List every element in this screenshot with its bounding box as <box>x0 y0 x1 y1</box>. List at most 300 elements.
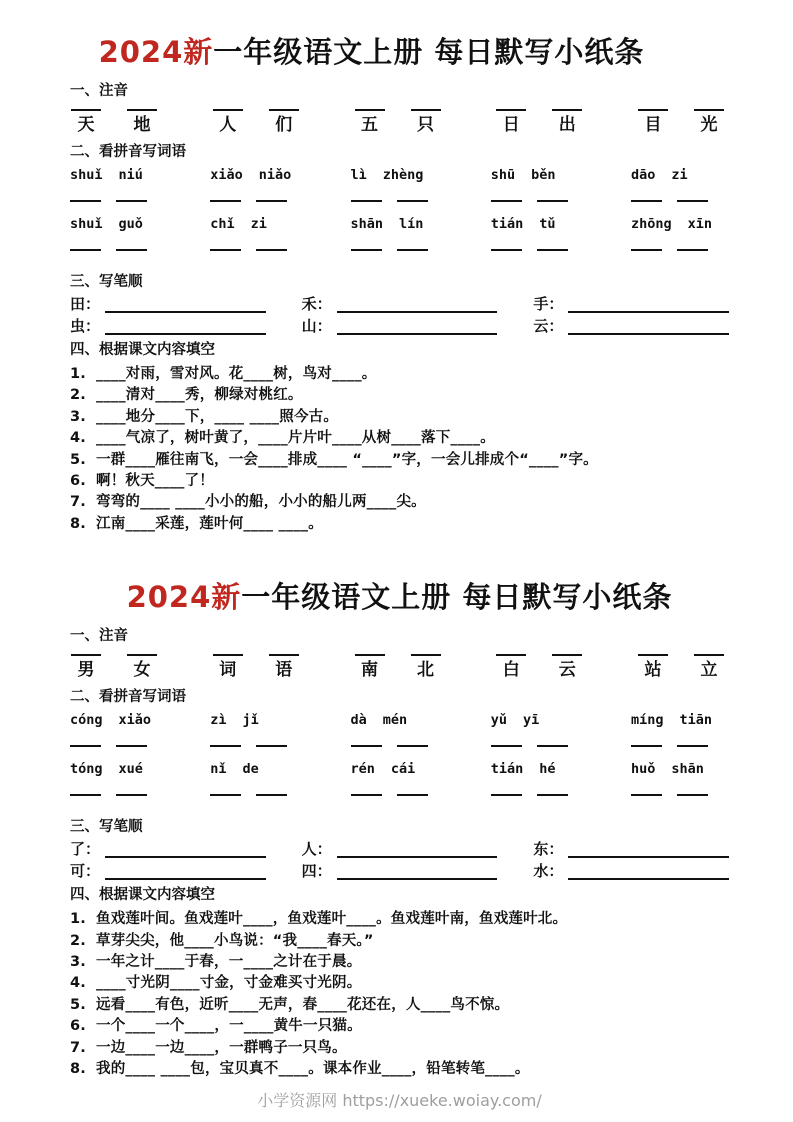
pinyin-writing-line <box>269 109 299 111</box>
zhuyin-pair <box>354 109 442 135</box>
stroke-order-item <box>302 839 498 858</box>
pinyin-syllable: běn <box>531 167 556 183</box>
pinyin-word <box>70 167 166 185</box>
answer-blank-line <box>491 200 522 202</box>
section-header-fill-blanks: 四、根据课文内容填空 <box>70 342 215 358</box>
stroke-order-item <box>302 316 498 335</box>
stroke-writing-line <box>337 298 498 313</box>
pinyin-syllable: huǒ <box>631 761 656 778</box>
hanzi-char: 白 <box>502 660 520 681</box>
answer-blank-line <box>537 794 568 796</box>
pinyin-syllable: hé <box>539 761 556 778</box>
page-title <box>70 579 729 615</box>
pinyin-syllable: lì <box>350 167 367 183</box>
question-text: 一边____一边____，一群鸭子一只鸟。 <box>96 1039 347 1056</box>
question-number: 3. <box>70 408 86 425</box>
answer-blanks <box>210 745 306 748</box>
answer-blanks <box>491 249 587 252</box>
pinyin-writing-line <box>269 654 299 656</box>
pinyin-word <box>491 167 587 185</box>
stroke-order-item <box>302 861 498 880</box>
stroke-order-row <box>70 294 729 313</box>
pinyin-syllable: tǔ <box>539 216 556 232</box>
pinyin-syllable: zhōng <box>631 216 672 232</box>
pinyin-word <box>70 712 166 730</box>
answer-blank-line <box>116 745 147 747</box>
hanzi-char: 云 <box>558 660 576 681</box>
pinyin-syllable: zì <box>210 712 227 729</box>
stroke-order-item <box>533 294 729 313</box>
question-number: 1. <box>70 366 86 382</box>
fill-blank-question <box>70 1016 729 1037</box>
answer-blanks <box>70 745 166 748</box>
zhuyin-cell <box>693 654 725 680</box>
pinyin-word <box>631 712 727 730</box>
answer-blank-line <box>351 249 382 251</box>
pinyin-writing-line <box>552 654 582 656</box>
zhuyin-cell <box>212 109 244 135</box>
stroke-order-item <box>533 839 729 858</box>
hanzi-char: 人 <box>219 115 237 135</box>
question-text: ____清对____秀，柳绿对桃红。 <box>96 387 303 404</box>
answer-blank-line <box>70 794 101 796</box>
hanzi-char: 只 <box>417 115 434 135</box>
fill-blank-question <box>70 428 729 449</box>
question-text: 一群____雁往南飞，一会____排成____ “____”字，一会儿排成个“____”字。 <box>96 451 598 468</box>
section-header-stroke-order: 三、写笔顺 <box>70 819 143 836</box>
answer-blank-line <box>70 249 101 251</box>
answer-blank-line <box>256 794 287 796</box>
pinyin-word-grid <box>70 167 727 265</box>
pinyin-writing-line <box>71 654 101 656</box>
hanzi-char: 天 <box>77 115 95 135</box>
pinyin-word <box>351 167 447 185</box>
stroke-char-label: 四： <box>301 862 332 881</box>
zhuyin-pair <box>637 109 725 135</box>
answer-blank-line <box>70 745 101 747</box>
answer-blank-line <box>677 249 708 251</box>
pinyin-writing-line <box>213 654 243 656</box>
zhuyin-cell <box>551 654 583 680</box>
zhuyin-pair <box>354 654 442 680</box>
answer-blanks <box>70 249 166 252</box>
answer-blank-line <box>537 745 568 747</box>
answer-blank-line <box>491 794 522 796</box>
pinyin-syllable: de <box>242 761 259 778</box>
pinyin-word <box>210 712 306 730</box>
question-number: 6. <box>70 1018 86 1035</box>
fill-blank-question <box>70 931 729 952</box>
answer-blank-line <box>631 745 662 747</box>
question-number: 7. <box>70 494 86 511</box>
stroke-writing-line <box>105 865 266 880</box>
answer-blank-line <box>677 200 708 202</box>
page-title <box>42 34 701 70</box>
pinyin-word-column <box>210 167 306 265</box>
stroke-writing-line <box>337 865 498 880</box>
stroke-order-row <box>70 316 729 335</box>
stroke-char-label: 云： <box>533 317 564 335</box>
pinyin-syllable: nǐ <box>210 761 227 778</box>
pinyin-writing-line <box>638 109 668 111</box>
answer-blanks <box>351 745 447 748</box>
stroke-order-row <box>70 861 729 880</box>
answer-blank-line <box>256 200 287 202</box>
question-number: 2. <box>70 387 86 404</box>
stroke-writing-line <box>105 843 266 858</box>
pinyin-writing-line <box>552 109 582 111</box>
stroke-char-label: 虫： <box>70 317 101 335</box>
zhuyin-cell <box>410 109 442 135</box>
pinyin-syllable: cái <box>390 761 416 778</box>
zhuyin-cell <box>70 654 102 680</box>
fill-blank-question <box>70 492 729 513</box>
zhuyin-cell <box>693 109 725 135</box>
pinyin-word <box>210 167 306 185</box>
question-text: ____对雨，雪对风。花____树，鸟对____。 <box>96 366 377 382</box>
zhuyin-cell <box>126 109 158 135</box>
section-header-pinyin-words: 二、看拼音写词语 <box>70 144 186 160</box>
pinyin-writing-line <box>411 109 441 111</box>
pinyin-syllable: zhèng <box>382 167 424 183</box>
pinyin-word <box>351 761 447 779</box>
pinyin-word-column <box>70 167 166 265</box>
pinyin-syllable: yǔ <box>490 712 508 729</box>
stroke-writing-line <box>105 298 266 313</box>
question-list <box>70 909 729 1080</box>
pinyin-syllable: zi <box>250 216 267 232</box>
answer-blank-line <box>491 249 522 251</box>
question-text: 弯弯的____ ____小小的船，小小的船儿两____尖。 <box>96 494 426 511</box>
pinyin-syllable: guǒ <box>118 216 143 232</box>
question-text: ____地分____下，____ ____照今古。 <box>96 408 339 425</box>
stroke-char-label: 禾： <box>301 295 332 313</box>
question-number: 8. <box>70 1061 86 1078</box>
pinyin-word <box>70 761 166 779</box>
pinyin-syllable: dāo <box>631 167 656 183</box>
pinyin-syllable: xiǎo <box>118 712 152 729</box>
pinyin-syllable: shuǐ <box>70 216 103 232</box>
pinyin-writing-line <box>411 654 441 656</box>
question-text: 远看____有色，近听____无声，春____花还在，人____鸟不惊。 <box>96 996 510 1013</box>
pinyin-syllable: jǐ <box>242 712 259 729</box>
answer-blank-line <box>491 745 522 747</box>
fill-blank-question <box>70 995 729 1016</box>
stroke-writing-line <box>337 320 498 335</box>
hanzi-char: 词 <box>219 660 237 681</box>
answer-blanks <box>70 200 166 203</box>
stroke-order-row <box>70 839 729 858</box>
pinyin-syllable: tián <box>490 761 524 778</box>
question-text: 一个____一个____，一____黄牛一只猫。 <box>96 1018 362 1035</box>
answer-blank-line <box>210 200 241 202</box>
question-number: 1. <box>70 911 86 928</box>
pinyin-syllable: shān <box>350 216 384 232</box>
answer-blanks <box>491 745 587 748</box>
stroke-char-label: 山： <box>301 317 332 335</box>
answer-blank-line <box>677 794 708 796</box>
question-text: 草芽尖尖，他____小鸟说：“我____春天。” <box>96 932 374 949</box>
fill-blank-question <box>70 514 729 535</box>
pinyin-syllable: xué <box>118 761 143 778</box>
answer-blanks <box>351 794 447 797</box>
pinyin-writing-line <box>127 109 157 111</box>
pinyin-syllable: xiǎo <box>210 167 243 183</box>
question-number: 7. <box>70 1039 86 1056</box>
answer-blank-line <box>210 249 241 251</box>
hanzi-char: 语 <box>275 660 293 681</box>
pinyin-writing-line <box>694 109 724 111</box>
pinyin-word-column <box>351 712 447 810</box>
pinyin-syllable: niú <box>118 167 143 183</box>
pinyin-word <box>491 712 587 730</box>
question-text: 江南____采莲，莲叶何____ ____。 <box>96 515 323 532</box>
pinyin-syllable: shān <box>671 761 704 778</box>
pinyin-word-column <box>631 712 727 810</box>
zhuyin-cell <box>495 654 527 680</box>
hanzi-char: 目 <box>644 115 662 135</box>
hanzi-char: 南 <box>361 660 378 681</box>
zhuyin-cell <box>551 109 583 135</box>
stroke-order-item <box>302 294 498 313</box>
stroke-writing-line <box>568 843 729 858</box>
zhuyin-pair <box>70 109 158 135</box>
section-header-pinyin-words: 二、看拼音写词语 <box>70 689 186 706</box>
answer-blanks <box>631 745 727 748</box>
zhuyin-pair <box>495 654 583 680</box>
pinyin-writing-line <box>355 654 385 656</box>
zhuyin-cell <box>212 654 244 680</box>
pinyin-syllable: dà <box>350 712 367 729</box>
hanzi-char: 地 <box>133 115 151 135</box>
section-header-zhuyin: 一、注音 <box>70 628 128 645</box>
hanzi-char: 北 <box>417 660 434 681</box>
fill-blank-question <box>70 407 729 428</box>
stroke-order-item <box>70 316 266 335</box>
answer-blank-line <box>397 249 428 251</box>
hanzi-char: 们 <box>275 115 293 135</box>
fill-blank-question <box>70 1038 729 1059</box>
pinyin-syllable: tiān <box>679 712 713 729</box>
pinyin-word-column <box>491 712 587 810</box>
pinyin-syllable: tóng <box>70 761 103 778</box>
worksheet-section-2 <box>70 579 729 1080</box>
answer-blanks <box>491 200 587 203</box>
pinyin-syllable: lín <box>399 216 424 232</box>
site-watermark: 小学资源网 https://xueke.woiay.com/ <box>257 1090 542 1110</box>
answer-blank-line <box>631 794 662 796</box>
stroke-order-item <box>70 294 266 313</box>
fill-blank-question <box>70 364 729 385</box>
pinyin-writing-line <box>213 109 243 111</box>
answer-blank-line <box>116 249 147 251</box>
zhuyin-cell <box>354 654 386 680</box>
pinyin-writing-line <box>694 654 724 656</box>
pinyin-writing-line <box>638 654 668 656</box>
hanzi-char: 男 <box>77 660 95 681</box>
fill-blank-question <box>70 385 729 406</box>
pinyin-syllable: chǐ <box>210 216 235 232</box>
pinyin-syllable: xīn <box>687 216 713 232</box>
answer-blank-line <box>116 200 147 202</box>
answer-blanks <box>631 249 727 252</box>
answer-blank-line <box>210 745 241 747</box>
answer-blanks <box>491 794 587 797</box>
pinyin-word <box>351 216 447 234</box>
answer-blank-line <box>351 200 382 202</box>
answer-blanks <box>631 200 727 203</box>
stroke-char-label: 了： <box>70 840 101 859</box>
pinyin-writing-line <box>355 109 385 111</box>
pinyin-word-column <box>210 712 306 810</box>
answer-blank-line <box>116 794 147 796</box>
stroke-char-label: 水： <box>533 862 564 881</box>
answer-blank-line <box>631 249 662 251</box>
pinyin-word <box>491 761 587 779</box>
pinyin-word-column <box>491 167 587 265</box>
zhuyin-cell <box>410 654 442 680</box>
answer-blank-line <box>397 745 428 747</box>
fill-blank-question <box>70 471 729 492</box>
hanzi-char: 立 <box>700 660 718 681</box>
question-text: ____寸光阴____寸金，寸金难买寸光阴。 <box>96 975 362 992</box>
stroke-order-item <box>533 861 729 880</box>
question-number: 6. <box>70 473 86 490</box>
title-year-red: 2024新 <box>98 35 214 69</box>
pinyin-word <box>631 216 727 234</box>
zhuyin-pair <box>70 654 158 680</box>
answer-blank-line <box>256 249 287 251</box>
pinyin-word <box>351 712 447 730</box>
pinyin-syllable: shuǐ <box>70 167 103 183</box>
stroke-order-item <box>533 316 729 335</box>
stroke-char-label: 东： <box>533 840 564 859</box>
pinyin-syllable: shū <box>490 167 516 183</box>
answer-blanks <box>210 794 306 797</box>
pinyin-syllable: tián <box>490 216 524 232</box>
section-header-fill-blanks: 四、根据课文内容填空 <box>70 887 215 904</box>
answer-blanks <box>210 200 306 203</box>
answer-blank-line <box>70 200 101 202</box>
stroke-order-item <box>70 839 266 858</box>
title-year-red: 2024新 <box>126 580 242 615</box>
zhuyin-cell <box>495 109 527 135</box>
pinyin-word <box>631 761 727 779</box>
title-rest: 一年级语文上册 每日默写小纸条 <box>241 580 673 615</box>
answer-blank-line <box>397 200 428 202</box>
pinyin-syllable: niǎo <box>258 167 292 183</box>
question-list <box>70 364 729 535</box>
question-number: 4. <box>70 975 86 992</box>
answer-blanks <box>70 794 166 797</box>
answer-blank-line <box>537 200 568 202</box>
pinyin-syllable: cóng <box>70 712 103 729</box>
stroke-order-item <box>70 861 266 880</box>
zhuyin-cell <box>268 654 300 680</box>
stroke-writing-line <box>337 843 498 858</box>
worksheet-section-1 <box>70 34 729 535</box>
zhuyin-cell <box>637 109 669 135</box>
zhuyin-pair <box>212 654 300 680</box>
zhuyin-pair <box>637 654 725 680</box>
stroke-writing-line <box>568 865 729 880</box>
fill-blank-question <box>70 450 729 471</box>
zhuyin-cell <box>637 654 669 680</box>
zhuyin-row <box>70 654 725 680</box>
pinyin-word <box>631 167 727 185</box>
zhuyin-cell <box>268 109 300 135</box>
pinyin-word <box>491 216 587 234</box>
fill-blank-question <box>70 973 729 994</box>
question-text: 鱼戏莲叶间。鱼戏莲叶____，鱼戏莲叶____。鱼戏莲叶南，鱼戏莲叶北。 <box>96 911 568 928</box>
zhuyin-row <box>70 109 725 135</box>
hanzi-char: 五 <box>361 115 378 135</box>
answer-blanks <box>351 200 447 203</box>
answer-blank-line <box>397 794 428 796</box>
question-number: 8. <box>70 515 86 532</box>
stroke-char-label: 可： <box>70 862 101 881</box>
question-number: 3. <box>70 954 86 971</box>
pinyin-syllable: rén <box>350 761 375 778</box>
zhuyin-cell <box>354 109 386 135</box>
pinyin-writing-line <box>496 109 526 111</box>
zhuyin-pair <box>495 109 583 135</box>
stroke-writing-line <box>105 320 266 335</box>
pinyin-word <box>70 216 166 234</box>
pinyin-word <box>210 761 306 779</box>
question-text: 一年之计____于春，一____之计在于晨。 <box>96 954 362 971</box>
question-text: 啊！秋天____了！ <box>96 473 214 490</box>
zhuyin-pair <box>212 109 300 135</box>
pinyin-word-column <box>70 712 166 810</box>
pinyin-word <box>210 216 306 234</box>
stroke-char-label: 田： <box>70 295 101 313</box>
answer-blank-line <box>631 200 662 202</box>
section-header-zhuyin: 一、注音 <box>70 83 128 99</box>
stroke-char-label: 手： <box>533 295 564 313</box>
answer-blank-line <box>351 794 382 796</box>
answer-blank-line <box>210 794 241 796</box>
question-number: 5. <box>70 996 86 1013</box>
fill-blank-question <box>70 952 729 973</box>
question-text: 我的____ ____包，宝贝真不____。课本作业____，铅笔转笔____。 <box>96 1061 530 1078</box>
answer-blank-line <box>677 745 708 747</box>
answer-blank-line <box>351 745 382 747</box>
answer-blank-line <box>537 249 568 251</box>
section-header-stroke-order: 三、写笔顺 <box>70 274 143 290</box>
answer-blank-line <box>256 745 287 747</box>
hanzi-char: 出 <box>558 115 576 135</box>
answer-blanks <box>351 249 447 252</box>
question-text: ____气凉了，树叶黄了，____片片叶____从树____落下____。 <box>96 430 495 447</box>
stroke-writing-line <box>568 320 729 335</box>
hanzi-char: 站 <box>644 660 662 681</box>
pinyin-writing-line <box>496 654 526 656</box>
question-number: 2. <box>70 932 86 949</box>
question-number: 4. <box>70 430 86 447</box>
hanzi-char: 女 <box>133 660 151 681</box>
pinyin-word-grid <box>70 712 727 810</box>
fill-blank-question <box>70 909 729 930</box>
hanzi-char: 日 <box>502 115 520 135</box>
question-number: 5. <box>70 451 86 468</box>
stroke-char-label: 人： <box>301 840 332 859</box>
pinyin-syllable: zi <box>671 167 688 183</box>
pinyin-syllable: yī <box>523 712 540 729</box>
pinyin-syllable: mén <box>382 712 408 729</box>
zhuyin-cell <box>70 109 102 135</box>
zhuyin-cell <box>126 654 158 680</box>
